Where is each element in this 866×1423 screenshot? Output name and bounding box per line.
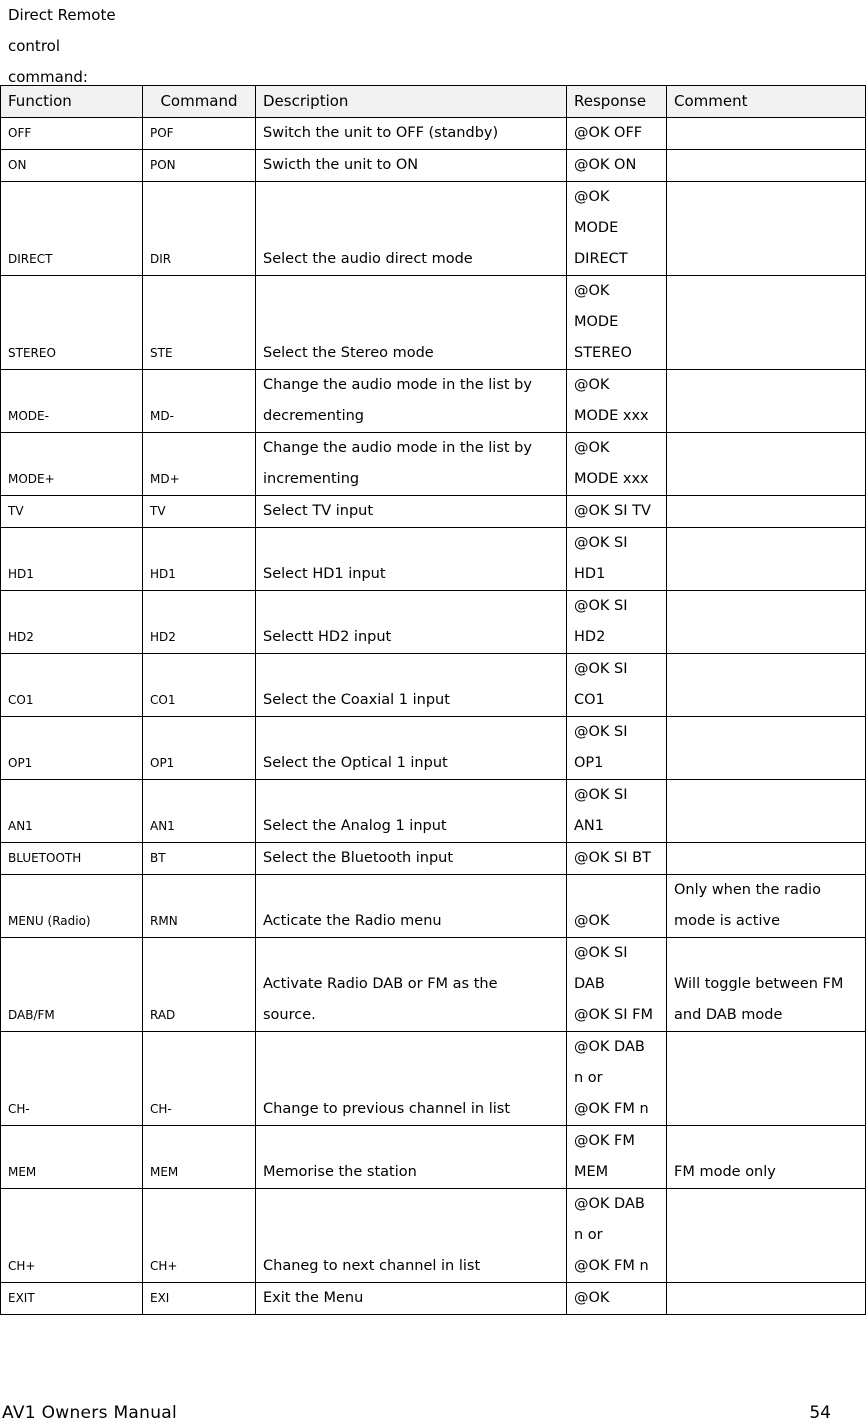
table-row <box>1 843 866 875</box>
cell-description-line: Activate Radio DAB or FM as the <box>263 976 498 992</box>
cell-response <box>567 1283 667 1315</box>
cell-response <box>567 875 667 938</box>
cell-description <box>256 150 567 182</box>
table-row <box>1 182 866 276</box>
cell-response-line: @OK FM n <box>574 1258 649 1274</box>
cell-command: DIR <box>143 182 256 276</box>
cell-function: TV <box>1 496 143 528</box>
cell-description <box>256 1032 567 1126</box>
cell-comment <box>667 875 866 938</box>
cell-comment <box>667 528 866 591</box>
cell-description-line: Acticate the Radio menu <box>263 913 442 929</box>
table-row <box>1 1189 866 1283</box>
cell-description-line: Select the audio direct mode <box>263 251 473 267</box>
table-row <box>1 118 866 150</box>
cell-comment <box>667 1032 866 1126</box>
cell-command: RAD <box>143 938 256 1032</box>
cell-description <box>256 182 567 276</box>
cell-response <box>567 528 667 591</box>
command-table <box>0 85 866 1315</box>
column-header-comment: Comment <box>667 86 866 118</box>
table-row <box>1 875 866 938</box>
cell-response-line: n or <box>574 1070 603 1086</box>
cell-response <box>567 182 667 276</box>
cell-description-line: Change to previous channel in list <box>263 1101 511 1117</box>
cell-response <box>567 150 667 182</box>
cell-response <box>567 1032 667 1126</box>
cell-comment <box>667 780 866 843</box>
cell-description-line: Select the Analog 1 input <box>263 818 447 834</box>
cell-description-line: Change the audio mode in the list by <box>263 440 532 456</box>
table-row <box>1 433 866 496</box>
cell-comment-line: Only when the radio <box>674 882 821 898</box>
cell-description <box>256 780 567 843</box>
cell-description-line: Select HD1 input <box>263 566 386 582</box>
cell-command: HD2 <box>143 591 256 654</box>
cell-comment-line: and DAB mode <box>674 1007 783 1023</box>
cell-comment <box>667 182 866 276</box>
cell-response-line: @OK SI <box>574 661 628 677</box>
cell-response <box>567 591 667 654</box>
cell-response-line: AN1 <box>574 818 604 834</box>
cell-description <box>256 496 567 528</box>
cell-function: MODE+ <box>1 433 143 496</box>
cell-response-line: @OK SI FM <box>574 1007 653 1023</box>
table-row <box>1 591 866 654</box>
cell-response <box>567 118 667 150</box>
cell-response <box>567 370 667 433</box>
cell-function: DIRECT <box>1 182 143 276</box>
cell-description <box>256 654 567 717</box>
table-row <box>1 1032 866 1126</box>
cell-response-line: @OK SI <box>574 598 628 614</box>
cell-description <box>256 1126 567 1189</box>
cell-command: CH+ <box>143 1189 256 1283</box>
cell-command: PON <box>143 150 256 182</box>
cell-response <box>567 276 667 370</box>
column-header-command: Command <box>143 86 256 118</box>
cell-response <box>567 843 667 875</box>
cell-comment <box>667 654 866 717</box>
cell-response-line: MODE <box>574 220 619 236</box>
cell-comment-line: Will toggle between FM <box>674 976 844 992</box>
table-header-row <box>1 86 866 118</box>
table-row <box>1 150 866 182</box>
cell-description <box>256 717 567 780</box>
cell-command: EXI <box>143 1283 256 1315</box>
cell-command: MEM <box>143 1126 256 1189</box>
cell-description-line: Select the Coaxial 1 input <box>263 692 450 708</box>
column-header-response: Response <box>567 86 667 118</box>
table-row <box>1 938 866 1032</box>
cell-response-line: HD2 <box>574 629 606 645</box>
cell-response-line: DAB <box>574 976 605 992</box>
cell-response-line: @OK SI <box>574 945 628 961</box>
table-row <box>1 276 866 370</box>
cell-comment <box>667 591 866 654</box>
cell-response-line: HD1 <box>574 566 606 582</box>
cell-description-line: Chaneg to next channel in list <box>263 1258 481 1274</box>
cell-comment <box>667 843 866 875</box>
cell-command: CH- <box>143 1032 256 1126</box>
table-row <box>1 717 866 780</box>
cell-function: DAB/FM <box>1 938 143 1032</box>
cell-description <box>256 118 567 150</box>
cell-command: HD1 <box>143 528 256 591</box>
cell-function: HD1 <box>1 528 143 591</box>
cell-description-line: Select the Stereo mode <box>263 345 434 361</box>
cell-description <box>256 875 567 938</box>
cell-response <box>567 654 667 717</box>
cell-comment <box>667 496 866 528</box>
cell-response-line: @OK <box>574 283 610 299</box>
table-row <box>1 780 866 843</box>
cell-response-line: @OK FM <box>574 1133 635 1149</box>
cell-response-line: n or <box>574 1227 603 1243</box>
cell-response-line: MODE xxx <box>574 408 649 424</box>
cell-command: OP1 <box>143 717 256 780</box>
cell-response <box>567 1189 667 1283</box>
cell-response-line: @OK SI <box>574 724 628 740</box>
table-row <box>1 654 866 717</box>
cell-comment <box>667 370 866 433</box>
cell-command: STE <box>143 276 256 370</box>
cell-description <box>256 938 567 1032</box>
cell-description-line: Select TV input <box>263 503 374 519</box>
cell-comment-line: mode is active <box>674 913 780 929</box>
cell-response-line: @OK DAB <box>574 1196 645 1212</box>
cell-description-line: Select the Optical 1 input <box>263 755 448 771</box>
cell-response-line: OP1 <box>574 755 604 771</box>
cell-command: POF <box>143 118 256 150</box>
heading-line: control <box>8 37 60 55</box>
cell-comment <box>667 938 866 1032</box>
cell-response <box>567 433 667 496</box>
cell-description-line: Switch the unit to OFF (standby) <box>263 125 499 141</box>
cell-function: MEM <box>1 1126 143 1189</box>
cell-command: RMN <box>143 875 256 938</box>
table-row <box>1 1126 866 1189</box>
cell-response-line: @OK SI BT <box>574 850 651 866</box>
section-heading <box>8 0 116 93</box>
cell-response <box>567 938 667 1032</box>
cell-response <box>567 780 667 843</box>
cell-response-line: @OK DAB <box>574 1039 645 1055</box>
cell-function: STEREO <box>1 276 143 370</box>
cell-response-line: @OK <box>574 1290 610 1306</box>
table-row <box>1 528 866 591</box>
cell-function: BLUETOOTH <box>1 843 143 875</box>
cell-description-line: Change the audio mode in the list by <box>263 377 532 393</box>
cell-response-line: MEM <box>574 1164 609 1180</box>
table-row <box>1 1283 866 1315</box>
cell-response-line: @OK OFF <box>574 125 643 141</box>
column-header-description: Description <box>256 86 567 118</box>
column-header-function: Function <box>1 86 143 118</box>
cell-response-line: @OK <box>574 377 610 393</box>
cell-description-line: incrementing <box>263 471 360 487</box>
cell-command: MD+ <box>143 433 256 496</box>
cell-comment <box>667 1283 866 1315</box>
cell-description-line: Select the Bluetooth input <box>263 850 454 866</box>
cell-description-line: source. <box>263 1007 316 1023</box>
heading-line: command: <box>8 68 88 86</box>
cell-command: CO1 <box>143 654 256 717</box>
cell-description-line: Exit the Menu <box>263 1290 364 1306</box>
cell-function: EXIT <box>1 1283 143 1315</box>
cell-description <box>256 843 567 875</box>
cell-command: BT <box>143 843 256 875</box>
cell-response-line: @OK <box>574 189 610 205</box>
table-body <box>1 118 866 1315</box>
cell-function: AN1 <box>1 780 143 843</box>
footer-manual-title: AV1 Owners Manual <box>2 1403 178 1423</box>
cell-function: OP1 <box>1 717 143 780</box>
cell-response <box>567 1126 667 1189</box>
cell-function: MENU (Radio) <box>1 875 143 938</box>
cell-response-line: STEREO <box>574 345 632 361</box>
cell-response <box>567 717 667 780</box>
cell-command: MD- <box>143 370 256 433</box>
cell-function: CO1 <box>1 654 143 717</box>
cell-function: ON <box>1 150 143 182</box>
cell-command: AN1 <box>143 780 256 843</box>
cell-response-line: @OK ON <box>574 157 637 173</box>
cell-description-line: Swicth the unit to ON <box>263 157 419 173</box>
cell-comment-line: FM mode only <box>674 1164 776 1180</box>
cell-comment <box>667 276 866 370</box>
cell-function: CH+ <box>1 1189 143 1283</box>
cell-command: TV <box>143 496 256 528</box>
cell-description <box>256 370 567 433</box>
cell-comment <box>667 717 866 780</box>
cell-response-line: @OK <box>574 440 610 456</box>
cell-response-line: @OK <box>574 913 610 929</box>
cell-comment <box>667 433 866 496</box>
cell-function: CH- <box>1 1032 143 1126</box>
table-row <box>1 496 866 528</box>
cell-comment <box>667 118 866 150</box>
cell-comment <box>667 150 866 182</box>
cell-response <box>567 496 667 528</box>
cell-comment <box>667 1126 866 1189</box>
cell-description <box>256 591 567 654</box>
cell-function: MODE- <box>1 370 143 433</box>
cell-comment <box>667 1189 866 1283</box>
cell-response-line: @OK SI <box>574 787 628 803</box>
cell-response-line: CO1 <box>574 692 605 708</box>
cell-function: OFF <box>1 118 143 150</box>
cell-response-line: @OK SI TV <box>574 503 651 519</box>
cell-description <box>256 528 567 591</box>
cell-description <box>256 1283 567 1315</box>
cell-description <box>256 276 567 370</box>
cell-response-line: @OK FM n <box>574 1101 649 1117</box>
cell-response-line: DIRECT <box>574 251 628 267</box>
cell-description-line: Memorise the station <box>263 1164 417 1180</box>
cell-description-line: decrementing <box>263 408 365 424</box>
footer-page-number: 54 <box>809 1403 831 1423</box>
cell-function: HD2 <box>1 591 143 654</box>
cell-description <box>256 1189 567 1283</box>
cell-description-line: Selectt HD2 input <box>263 629 392 645</box>
cell-response-line: @OK SI <box>574 535 628 551</box>
cell-description <box>256 433 567 496</box>
cell-response-line: MODE <box>574 314 619 330</box>
cell-response-line: MODE xxx <box>574 471 649 487</box>
table-row <box>1 370 866 433</box>
heading-line: Direct Remote <box>8 6 116 24</box>
